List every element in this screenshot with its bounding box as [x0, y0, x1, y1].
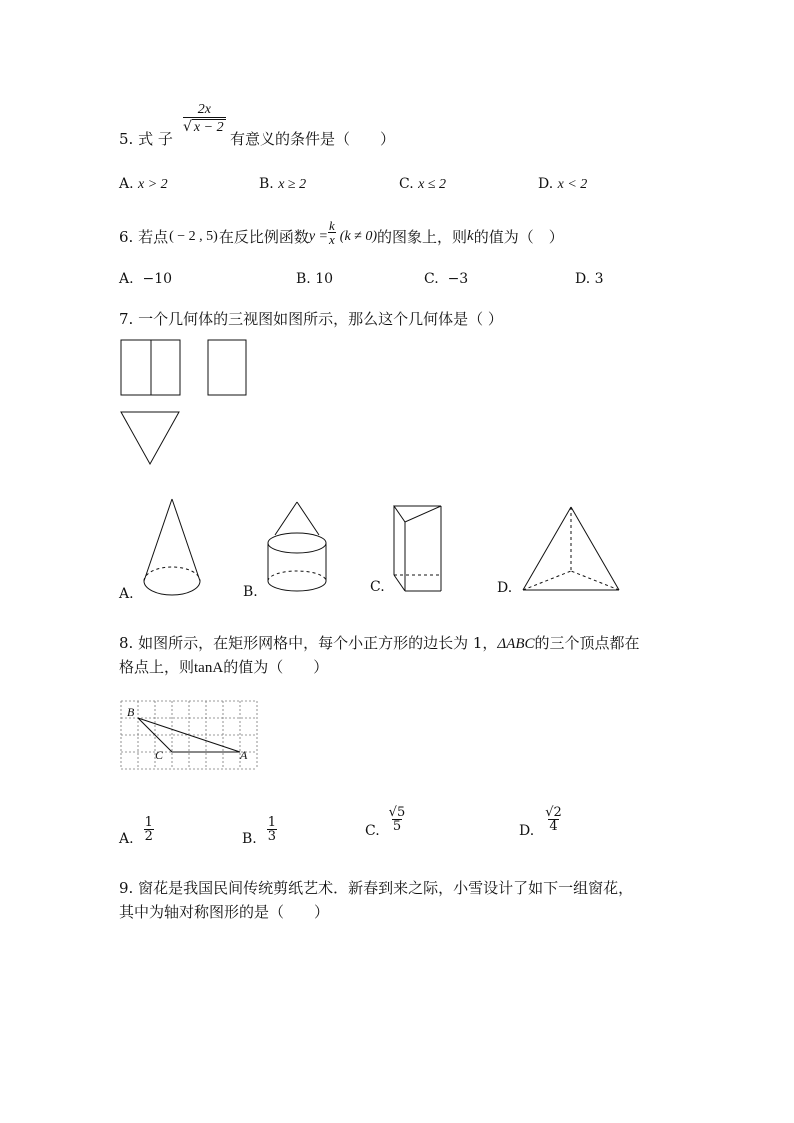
q6-var-k: k [467, 228, 474, 244]
q5-denominator: √ x − 2 [183, 119, 224, 135]
q8-triangle: ΔABC [497, 636, 535, 652]
q6-mid: 在反比例函数 [218, 228, 309, 246]
q6-func-cond: (k ≠ 0) [339, 228, 378, 244]
q8-tan: tanA [194, 660, 224, 676]
q6-func-fraction: $\frac{k}{x}$ [329, 218, 335, 247]
q9-line2: 其中为轴对称图形的是（ ） [119, 903, 330, 921]
q8-label-b: B [127, 705, 135, 719]
q5-prefix: 5. 式 子 [119, 130, 173, 148]
q7-stem: 7. 一个几何体的三视图如图所示，那么这个几何体是（ ） [119, 310, 503, 328]
q5-radicand: x − 2 [193, 120, 224, 135]
q6-option-b[interactable]: B. 10 [296, 271, 334, 287]
q7-option-c[interactable]: C. [370, 579, 385, 595]
q5-option-c[interactable]: C. x ≤ 2 [399, 176, 447, 192]
q9-line1: 9. 窗花是我国民间传统剪纸艺术．新春到来之际，小雪设计了如下一组窗花， [119, 879, 634, 897]
q5-option-b[interactable]: B. x ≥ 2 [259, 176, 307, 192]
q5-numerator: 2x [197, 102, 211, 117]
q8-option-d[interactable]: D. $\frac{√2}{4}$ [519, 805, 562, 839]
q8-label-c: C [155, 748, 164, 762]
q6-suffix-1: 的图象上，则 [377, 228, 468, 246]
q6-prefix: 6. 若点 [119, 228, 169, 246]
q8-option-a[interactable]: A. $\frac{1}{2}$ [119, 815, 153, 847]
q6-point: ( − 2 , 5) [169, 228, 218, 244]
q8-line1: 8. 如图所示，在矩形网格中，每个小正方形的边长为 1，ΔABC的三个顶点都在 [119, 634, 640, 652]
q6-func-y: y = [308, 228, 329, 244]
q8-option-b[interactable]: B. $\frac{1}{3}$ [242, 815, 277, 847]
q8-option-c[interactable]: C. $\frac{√5}{5}$ [365, 805, 406, 839]
q8-label-a: A [240, 748, 248, 762]
q8-line2: 格点上，则tanA的值为（ ） [119, 658, 329, 676]
q5-option-d[interactable]: D. x < 2 [538, 176, 588, 192]
q6-option-a[interactable]: A. −10 [119, 271, 173, 287]
q6-suffix-2: 的值为（ ） [473, 228, 564, 246]
q7-option-a[interactable]: A. [119, 586, 134, 602]
q5-option-a[interactable]: A. x > 2 [119, 176, 168, 192]
q6-option-c[interactable]: C. −3 [424, 271, 469, 287]
q6-option-d[interactable]: D. 3 [575, 271, 604, 287]
q7-option-d[interactable]: D. [497, 580, 513, 596]
q7-option-b[interactable]: B. [243, 584, 258, 600]
q5-suffix: 有意义的条件是（ ） [230, 130, 396, 148]
